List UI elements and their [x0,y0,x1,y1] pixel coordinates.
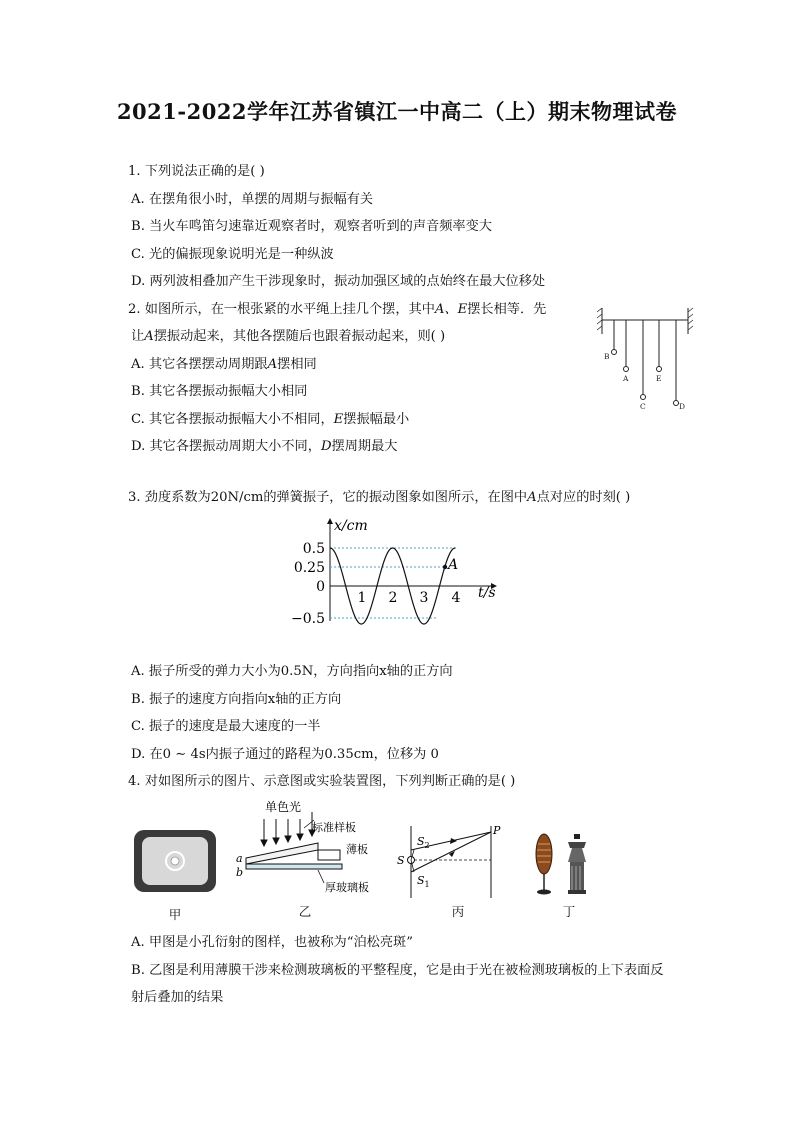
standard-plate-wedge [246,843,318,864]
pendulum-bob-b [612,350,617,355]
page-title: 2021-2022学年江苏省镇江一中高二（上）期末物理试卷 [116,99,678,124]
film-stand-base [537,890,551,895]
x-axis-label: t/s [478,585,496,601]
q4-stem: 4. 对如图所示的图片、示意图或实验装置图，下列判断正确的是( ) [128,774,516,789]
q2-stem-text: 2. 如图所示，在一根张紧的水平绳上挂几个摆，其中 [128,302,435,317]
q4-option-b-cont: 射后叠加的结果 [131,990,224,1005]
q4-option-a: A. 甲图是小孔衍射的图样，也被称为“泊松亮斑” [131,935,413,950]
q3-option-a: A. 振子所受的弹力大小为0.5N，方向指向x轴的正方向 [131,664,453,679]
label-b: b [236,866,244,879]
q2-opt-c-end: 摆振幅最小 [343,412,410,427]
figure-jia [133,829,217,893]
ytick-neg0.5: −0.5 [291,611,325,627]
ytick-0.25: 0.25 [293,560,325,576]
label-s1: $S_1$ [417,874,430,889]
q2-stem-text-end: 摆长相等．先 [467,302,547,317]
label-thick-glass: 厚玻璃板 [325,881,369,894]
pendulum-label-c: C [640,402,646,411]
xtick-2: 2 [388,590,398,606]
q2-stem-italic: A、E [434,302,468,317]
oscillation-graph [286,513,506,633]
q2-opt-c-italic: E [333,412,344,427]
pendulum-bob-c [641,395,646,400]
q2-opt-a-end: 摆相同 [277,357,317,372]
q2-option-d [131,438,397,456]
q1-option-d: D. 两列波相叠加产生干涉现象时，振动加强区域的点始终在最大位移处 [131,274,546,289]
label-a: a [236,852,243,865]
pendulum-bob-e [657,367,662,372]
figure-ding [530,832,596,898]
label-thin-plate: 薄板 [346,843,368,856]
q2-stem-line2 [131,328,445,346]
q1-option-b: B. 当火车鸣笛匀速靠近观察者时，观察者听到的声音频率变大 [131,219,492,234]
label-s: S [397,854,405,867]
pendulum-figure [596,306,696,414]
caption-ding: 丁 [562,904,576,919]
soap-film-frame [536,834,552,874]
q2-option-a [131,356,317,374]
thick-glass-plate [246,864,342,869]
label-standard-plate: 标准样板 [312,821,356,834]
q2-opt-a-text: A. 其它各摆摆动周期跟 [131,357,268,372]
q3-option-b: B. 振子的速度方向指向x轴的正方向 [131,692,342,707]
xtick-1: 1 [357,590,367,606]
point-a-marker [443,565,447,569]
q3-option-d: D. 在0 ∼ 4s内振子通过的路程为0.35cm，位移为 0 [131,747,439,762]
q2-opt-d-text: D. 其它各摆振动周期大小不同， [131,439,321,454]
pendulum-label-d: D [679,402,686,411]
caption-bing: 丙 [451,904,465,919]
caption-yi: 乙 [298,904,312,919]
pendulum-label-e: E [656,374,662,383]
q2-opt-d-end: 摆周期最大 [331,439,398,454]
q2-opt-c-text: C. 其它各摆振动振幅大小不相同， [131,412,334,427]
q3-option-c: C. 振子的速度是最大速度的一半 [131,719,321,734]
q2-stem2-italic: A [144,329,154,344]
xtick-4: 4 [451,590,461,606]
label-s2: $S_2$ [417,835,430,850]
q2-option-c [131,411,409,429]
label-monochromatic-light: 单色光 [265,800,302,814]
q1-stem: 1. 下列说法正确的是( ) [128,164,265,179]
pendulum-bob-a [624,367,629,372]
q3-stem-text: 3. 劲度系数为20N/cm的弹簧振子，它的振动图象如图所示，在图中 [128,490,528,505]
figure-bing [393,822,505,902]
point-a-label: A [448,557,459,573]
poisson-spot [171,857,179,865]
q3-stem [128,489,630,507]
q2-option-b: B. 其它各摆振动振幅大小相同 [131,384,308,399]
q2-opt-d-italic: D [320,439,332,454]
label-p: P [493,824,501,837]
q2-opt-a-italic: A [267,357,278,372]
q2-stem2-text: 让 [131,329,145,344]
pendulum-label-b: B [604,352,610,361]
caption-jia: 甲 [168,907,182,922]
figure-yi [232,798,392,902]
xtick-3: 3 [419,590,429,606]
pendulum-bob-d [674,401,679,406]
q3-stem-italic: A [527,490,537,505]
y-axis-label: x/cm [334,518,368,534]
q4-option-b: B. 乙图是利用薄膜干涉来检测玻璃板的平整程度，它是由于光在被检测玻璃板的上下表面反 [131,963,664,978]
q2-stem2-text-end: 摆振动起来，其他各摆随后也跟着振动起来，则( ) [153,329,446,344]
ytick-0: 0 [316,579,325,595]
q3-stem-text-end: 点对应的时刻( ) [536,490,631,505]
pendulum-label-a: A [623,374,629,383]
q1-option-a: A. 在摆角很小时，单摆的周期与振幅有关 [131,192,374,207]
q1-option-c: C. 光的偏振现象说明光是一种纵波 [131,247,334,262]
ytick-0.5: 0.5 [302,541,325,557]
thin-plate [318,850,340,860]
q2-stem-line1 [128,301,546,319]
